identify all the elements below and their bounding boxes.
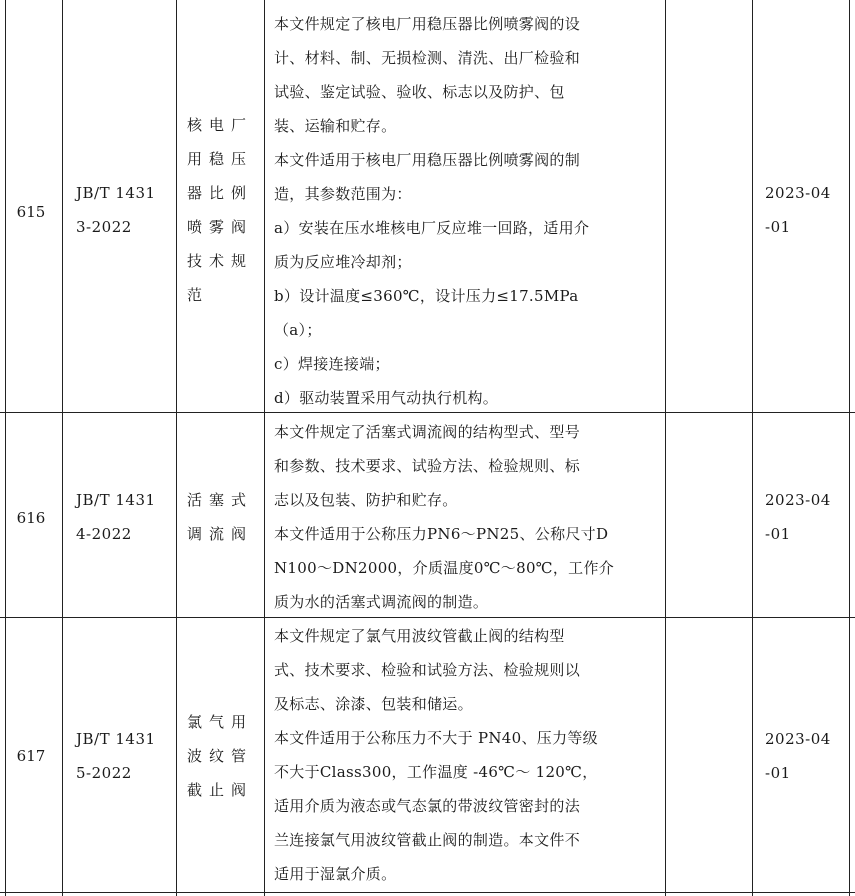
implementation-date: 2023-04 -01 <box>765 730 831 782</box>
standard-description: 本文件规定了氯气用波纹管截止阀的结构型 式、技术要求、检验和试验方法、检验规则以 及标志、涂漆、包装和储运。 本文件适用于公称压力不大于 PN40、压力等级 不大于Class300，工作温度 -46℃～ 120℃， 适用介质为液态或气态氯的带波纹管密封的法 兰连接氯气用波纹管截止阀的制造。本文件不 适用于湿氯介质。 <box>274 627 598 883</box>
standard-name: 活塞式 调流阀 <box>187 491 254 543</box>
standard-description: 本文件规定了活塞式调流阀的结构型式、型号 和参数、技术要求、试验方法、检验规则、标 志以及包装、防护和贮存。 本文件适用于公称压力PN6～PN25、公称尺寸D N100～DN2000，介质温度0℃～80℃，工作介 质为水的活塞式调流阀的制造。 <box>274 423 615 611</box>
standard-name: 氯气用 波纹管 截止阀 <box>187 713 254 799</box>
standard-name: 核电厂 用稳压 器比例 喷雾阀 技术规 范 <box>187 116 254 304</box>
standard-code: JB/T 1431 4-2022 <box>76 491 156 543</box>
standard-code: JB/T 1431 3-2022 <box>76 184 156 236</box>
row-number: 615 <box>16 203 46 221</box>
implementation-date: 2023-04 -01 <box>765 491 831 543</box>
row-number: 617 <box>16 747 46 765</box>
row-number: 616 <box>16 509 46 527</box>
standard-code: JB/T 1431 5-2022 <box>76 730 156 782</box>
row-divider <box>0 892 855 893</box>
standard-description: 本文件规定了核电厂用稳压器比例喷雾阀的设 计、材料、制、无损检测、清洗、出厂检验和 试验、鉴定试验、验收、标志以及防护、包 装、运输和贮存。 本文件适用于核电厂用稳压器比例喷雾阀的制 造，其参数范围为： a）安装在压水堆核电厂反应堆一回路，适用介 质为反应堆冷却剂； b）设计温度≤360℃，设计压力≤17.5MPa （a）； c）焊接连接端； d）驱动装置采用气动执行机构。 <box>274 15 590 407</box>
implementation-date: 2023-04 -01 <box>765 184 831 236</box>
